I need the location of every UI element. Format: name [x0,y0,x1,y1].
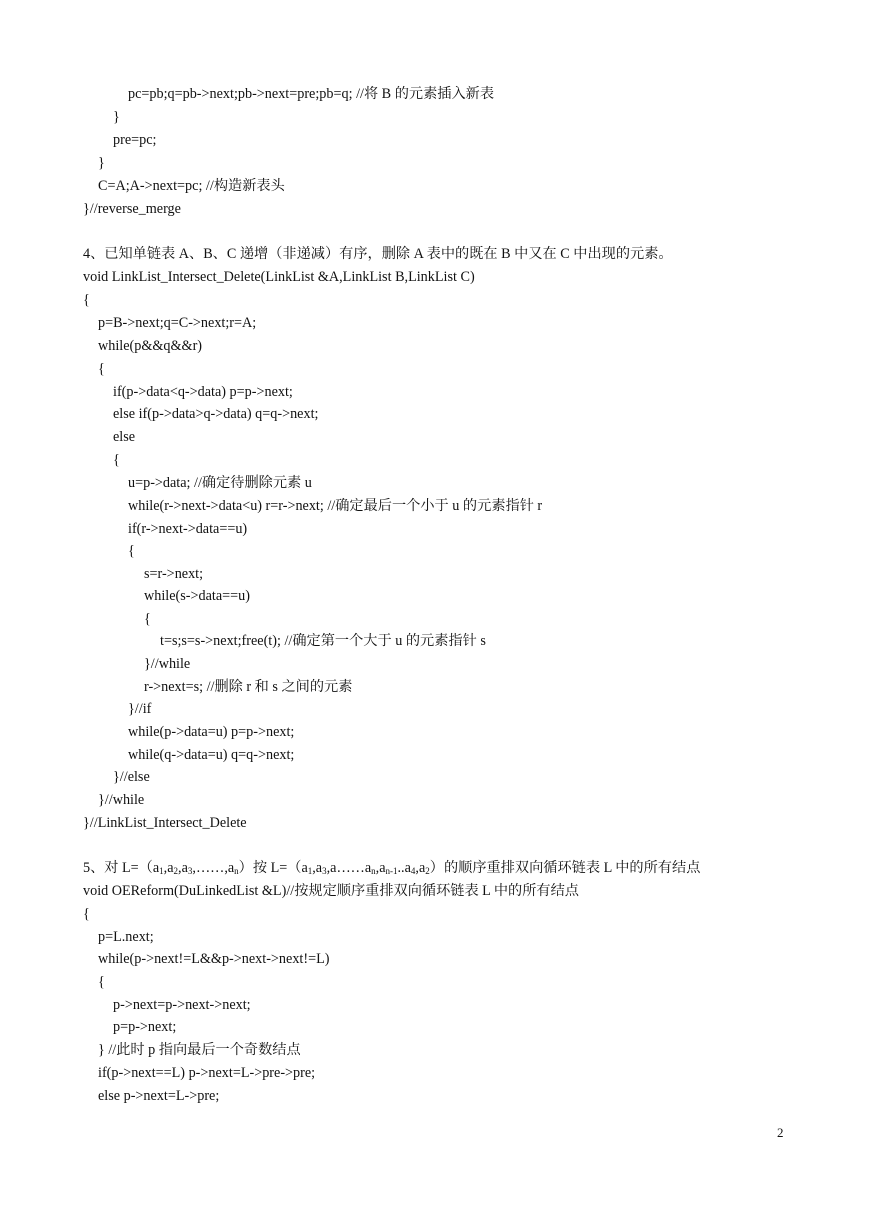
code-line: while(p->next!=L&&p->next->next!=L) [98,951,330,967]
code-line: } [113,109,120,125]
code-line: pre=pc; [113,132,157,148]
code-line: }//else [113,769,150,785]
code-line: { [113,452,120,468]
section-5-title: 5、对 $L=(a_1,a_2,a_3,\dots\dots,a_n)$按 $L=(a_1,a_3,a\dots\dots a_n,a_{n-1}..a_4,a_2)$的顺序重排双向循环链表 L 中的所有结点 [83,860,701,876]
code-line: }//while [144,656,191,672]
code-line: { [98,361,105,377]
code-line: while(p&&q&&r) [98,338,203,354]
code-line: void LinkList_Intersect_Delete(LinkList &A,LinkList B,LinkList C) [83,269,475,285]
code-line: }//if [128,701,152,717]
code-line: { [83,906,90,922]
code-line: } //此时 p 指向最后一个奇数结点 [98,1042,301,1058]
code-line: void OEReform(DuLinkedList &L)//按规定顺序重排双向循环链表 L 中的所有结点 [83,883,579,899]
code-line: while(p->data=u) p=p->next; [128,724,295,740]
code-line: }//LinkList_Intersect_Delete [83,815,247,831]
code-line: if(p->next==L) p->next=L->pre->pre; [98,1065,316,1081]
code-line: } [98,155,105,171]
section-4-title: 4、已知单链表 A、B、C 递增（非递减）有序，删除 A 表中的既在 B 中又在 C 中出现的元素。 [83,246,673,262]
code-line: { [98,974,105,990]
code-line: { [144,611,151,627]
code-line: { [128,543,135,559]
code-line: while(r->next->data<u) r=r->next; //确定最后一个小于 u 的元素指针 r [128,498,543,514]
code-line: while(q->data=u) q=q->next; [128,747,295,763]
code-line: u=p->data; //确定待删除元素 u [128,475,312,491]
code-line: if(r->next->data==u) [128,521,248,537]
code-line: s=r->next; [144,566,204,582]
code-line: t=s;s=s->next;free(t); //确定第一个大于 u 的元素指针 s [160,633,486,649]
code-line: else if(p->data>q->data) q=q->next; [113,406,319,422]
code-line: while(s->data==u) [144,588,250,604]
code-line: else [113,429,136,445]
code-line: p=L.next; [98,929,154,945]
code-line: C=A;A->next=pc; //构造新表头 [98,178,285,194]
code-line: r->next=s; //删除 r 和 s 之间的元素 [144,679,353,695]
code-line: p->next=p->next->next; [113,997,251,1013]
code-line: }//reverse_merge [83,201,181,217]
code-line: p=B->next;q=C->next;r=A; [98,315,257,331]
code-line: if(p->data<q->data) p=p->next; [113,384,293,400]
code-line: pc=pb;q=pb->next;pb->next=pre;pb=q; //将 B 的元素插入新表 [128,86,495,102]
code-line: { [83,292,90,308]
code-line: p=p->next; [113,1019,177,1035]
code-line: else p->next=L->pre; [98,1088,220,1104]
code-line: }//while [98,792,145,808]
page-number: 2 [777,1125,784,1140]
